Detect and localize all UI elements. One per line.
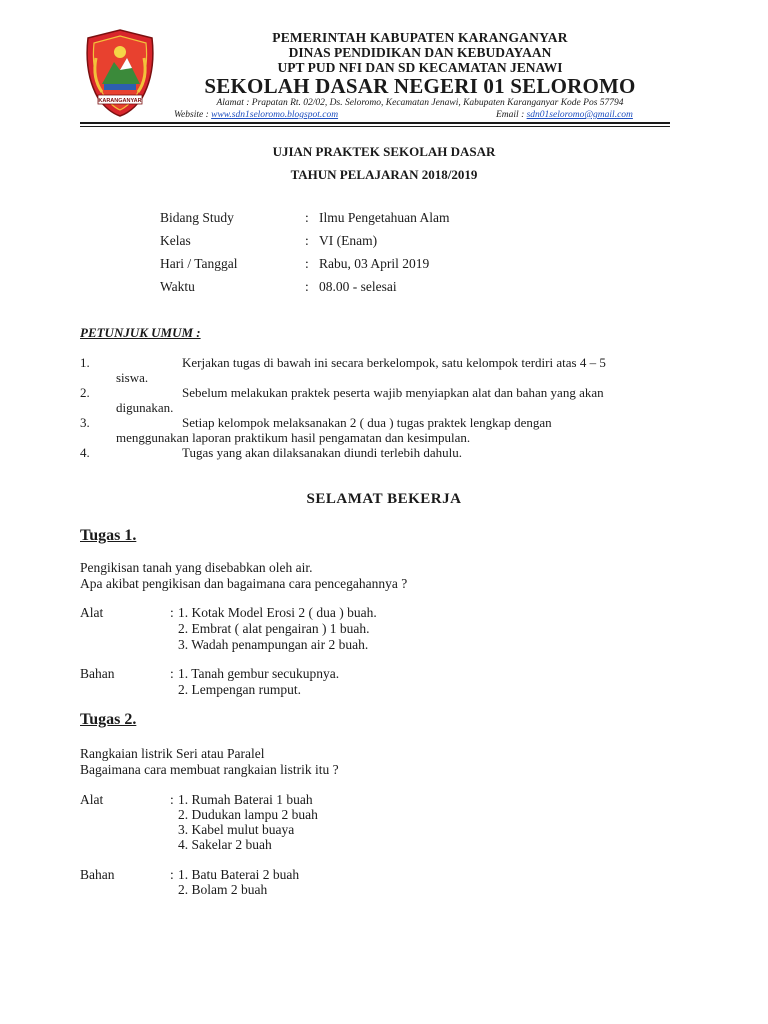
- email-link[interactable]: sdn01seloromo@gmail.com: [526, 110, 633, 120]
- website-label: Website :: [174, 110, 212, 120]
- info-separator: :: [305, 279, 309, 294]
- instruction-number: 3.: [80, 415, 90, 430]
- instruction-text: Kerjakan tugas di bawah ini secara berkelompok, satu kelompok terdiri atas 4 – 5: [182, 355, 606, 370]
- task-1-tool-item: 1. Kotak Model Erosi 2 ( dua ) buah.: [178, 605, 377, 620]
- list-colon: :: [170, 792, 174, 807]
- instruction-text: Tugas yang akan dilaksanakan diundi terlebih dahulu.: [182, 445, 463, 460]
- exam-title: UJIAN PRAKTEK SEKOLAH DASAR: [272, 144, 496, 159]
- task-2-materials-label: Bahan: [80, 867, 115, 882]
- exam-year: TAHUN PELAJARAN 2018/2019: [290, 167, 478, 182]
- task-1-tool-item: 2. Embrat ( alat pengairan ) 1 buah.: [178, 621, 370, 636]
- task-2-tool-item: 2. Dudukan lampu 2 buah: [178, 807, 318, 822]
- info-value-subject: Ilmu Pengetahuan Alam: [319, 210, 450, 225]
- info-separator: :: [305, 233, 309, 248]
- list-colon: :: [170, 867, 174, 882]
- task-1-tools-label: Alat: [80, 605, 104, 620]
- task-2-tools-label: Alat: [80, 792, 104, 807]
- letterhead-rule-thick: [80, 122, 670, 124]
- task-2-tool-item: 4. Sakelar 2 buah: [178, 837, 272, 852]
- letterhead-unit: UPT PUD NFI DAN SD KECAMATAN JENAWI: [277, 60, 563, 75]
- karanganyar-regency-emblem: [80, 28, 160, 118]
- instructions-heading: PETUNJUK UMUM :: [80, 325, 201, 340]
- info-label-class: Kelas: [160, 233, 191, 248]
- letterhead-rule-thin: [80, 126, 670, 127]
- info-label-date: Hari / Tanggal: [160, 256, 238, 271]
- list-colon: :: [170, 605, 174, 620]
- instruction-number: 2.: [80, 385, 90, 400]
- task-1-description: Pengikisan tanah yang disebabkan oleh air.: [80, 560, 313, 575]
- task-1-material-item: 2. Lempengan rumput.: [178, 682, 301, 697]
- letterhead-school-name: SEKOLAH DASAR NEGERI 01 SELOROMO: [204, 74, 636, 98]
- instruction-continuation: menggunakan laporan praktikum hasil pengamatan dan kesimpulan.: [116, 430, 471, 445]
- task-2-heading: Tugas 2.: [80, 711, 137, 728]
- instruction-number: 4.: [80, 445, 90, 460]
- task-2-material-item: 1. Batu Baterai 2 buah: [178, 867, 300, 882]
- instruction-text: Setiap kelompok melaksanakan 2 ( dua ) tugas praktek lengkap dengan: [182, 415, 552, 430]
- info-label-time: Waktu: [160, 279, 195, 294]
- info-separator: :: [305, 256, 309, 271]
- info-value-class: VI (Enam): [319, 233, 378, 248]
- task-2-material-item: 2. Bolam 2 buah: [178, 882, 268, 897]
- instruction-continuation: digunakan.: [116, 400, 174, 415]
- list-colon: :: [170, 666, 174, 681]
- task-1-materials-label: Bahan: [80, 666, 115, 681]
- instruction-number: 1.: [80, 355, 90, 370]
- info-value-date: Rabu, 03 April 2019: [319, 256, 430, 271]
- task-1-heading: Tugas 1.: [80, 527, 137, 544]
- letterhead-email: [496, 110, 633, 120]
- task-1-question: Apa akibat pengikisan dan bagaimana cara pencegahannya ?: [80, 576, 408, 591]
- letterhead-government: PEMERINTAH KABUPATEN KARANGANYAR: [272, 30, 568, 45]
- emblem-label: KARANGANYAR: [98, 98, 142, 104]
- task-2-description: Rangkaian listrik Seri atau Paralel: [80, 746, 265, 761]
- info-separator: :: [305, 210, 309, 225]
- info-label-subject: Bidang Study: [160, 210, 234, 225]
- task-2-question: Bagaimana cara membuat rangkaian listrik itu ?: [80, 762, 339, 777]
- task-1-material-item: 1. Tanah gembur secukupnya.: [178, 666, 340, 681]
- task-1-tool-item: 3. Wadah penampungan air 2 buah.: [178, 637, 369, 652]
- letterhead-department: DINAS PENDIDIKAN DAN KEBUDAYAAN: [288, 45, 552, 60]
- letterhead-website: [174, 110, 338, 120]
- letterhead-address: Alamat : Prapatan Rt. 02/02, Ds. Seloromo, Kecamatan Jenawi, Kabupaten Karanganyar Kode Pos 57794: [216, 98, 624, 108]
- task-2-tool-item: 1. Rumah Baterai 1 buah: [178, 792, 313, 807]
- instruction-continuation: siswa.: [116, 370, 149, 385]
- email-label: Email :: [496, 110, 527, 120]
- closing-greeting: SELAMAT BEKERJA: [306, 491, 462, 507]
- task-2-tool-item: 3. Kabel mulut buaya: [178, 822, 295, 837]
- info-value-time: 08.00 - selesai: [319, 279, 397, 294]
- website-link[interactable]: www.sdn1seloromo.blogspot.com: [211, 110, 339, 120]
- instruction-text: Sebelum melakukan praktek peserta wajib menyiapkan alat dan bahan yang akan: [182, 385, 604, 400]
